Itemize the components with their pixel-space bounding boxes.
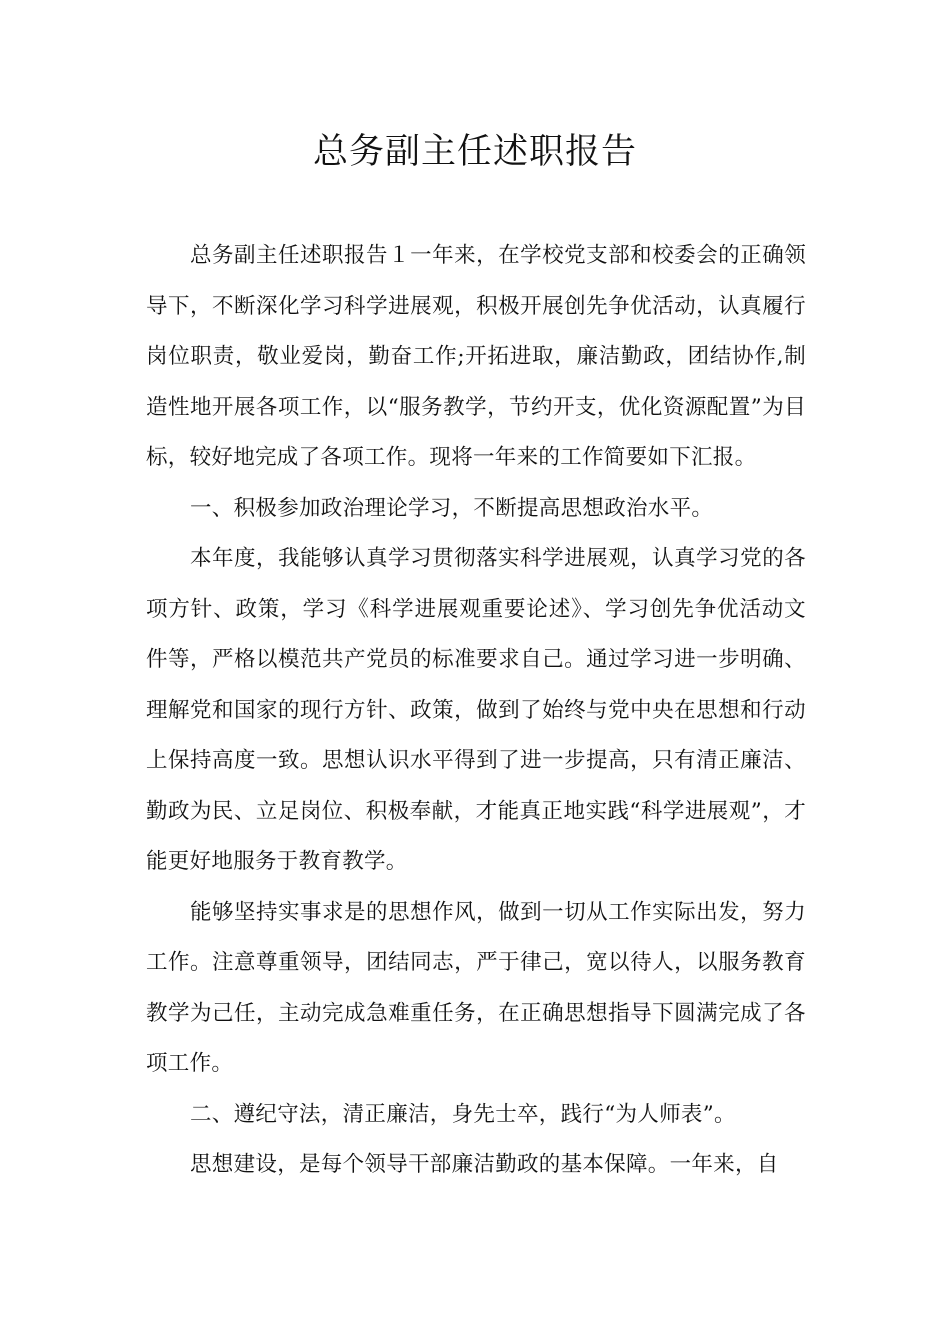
document-title: 总务副主任述职报告 bbox=[312, 132, 637, 172]
paragraph-work-style: 能够坚持实事求是的思想作风，做到一切从工作实际出发，努力工作。注意尊重领导，团结同志，严于律己，宽以待人，以服务教育教学为己任，主动完成急难重任务，在正确思想指导下圆满完成了各项工作。 bbox=[146, 899, 806, 1076]
section-heading-1: 一、积极参加政治理论学习，不断提高思想政治水平。 bbox=[190, 495, 714, 521]
section-heading-2: 二、遵纪守法，清正廉洁，身先士卒，践行“为人师表”。 bbox=[190, 1101, 736, 1127]
paragraph-intro: 总务副主任述职报告１一年来，在学校党支部和校委会的正确领导下，不断深化学习科学进展观，积极开展创先争优活动，认真履行岗位职责，敬业爱岗，勤奋工作;开拓进取，廉洁勤政，团结协作,制造性地开展各项工作，以“服务教学，节约开支，优化资源配置”为目标，较好地完成了各项工作。现将一年来的工作简要如下汇报。 bbox=[146, 243, 806, 470]
paragraph-study: 本年度，我能够认真学习贯彻落实科学进展观，认真学习党的各项方针、政策，学习《科学进展观重要论述》、学习创先争优活动文件等，严格以模范共产党员的标准要求自己。通过学习进一步明确、理解党和国家的现行方针、政策，做到了始终与党中央在思想和行动上保持高度一致。思想认识水平得到了进一步提高，只有清正廉洁、勤政为民、立足岗位、积极奉献，才能真正地实践“科学进展观”，才能更好地服务于教育教学。 bbox=[146, 546, 806, 874]
paragraph-ideology: 思想建设，是每个领导干部廉洁勤政的基本保障。一年来，自 bbox=[190, 1152, 779, 1177]
document-body bbox=[146, 231, 806, 1191]
